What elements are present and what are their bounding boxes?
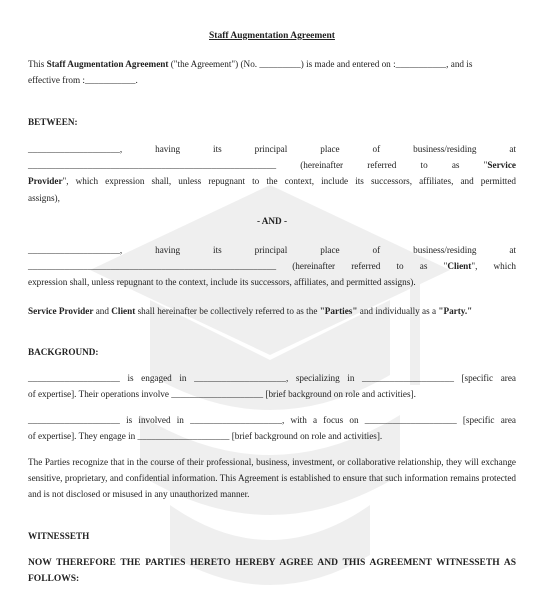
party1-role: Service	[487, 160, 516, 171]
background2-line2: of expertise]. They engage in ____________________ [brief background on role and activities].	[28, 431, 383, 442]
party1-line1: ____________________, having its principal place of business/residing at	[28, 144, 516, 154]
collective-paragraph: Service Provider and Client shall hereinafter be collectively referred to as the "Parties" and individually as a "Party."	[28, 306, 473, 316]
party1-paragraph	[28, 141, 516, 206]
between-heading: BETWEEN:	[28, 117, 78, 127]
background1-line2: of expertise]. Their operations involve ____________________ [brief background on role and activities].	[28, 389, 416, 400]
party2-blank: ______________________________________________________	[28, 261, 277, 272]
party1-line3: Provider", which expression shall, unless repugnant to the context, include its successors, affiliates, and permitted	[28, 176, 516, 187]
intro-line2: effective from :___________.	[28, 75, 138, 86]
document-title: Staff Augmentation Agreement	[209, 31, 335, 41]
party2-role: Client	[447, 261, 472, 272]
background2-line1: ____________________ is involved in ____________________, with a focus on ____________________ [specific area	[28, 415, 516, 425]
agreement-name: Staff Augmentation Agreement	[46, 59, 169, 69]
background-paragraph-1	[28, 370, 516, 402]
intro-paragraph	[28, 56, 516, 88]
background1-line1: ____________________ is engaged in ____________________, specializing in ____________________ [specific area	[28, 373, 516, 383]
witnesseth-heading: WITNESSETH	[28, 531, 90, 541]
background-heading: BACKGROUND:	[28, 347, 99, 357]
recognize-paragraph: The Parties recognize that in the course of their professional, business, investment, or collaborative relationship, they will exchange sensitive, proprietary, and confidential information. This Agreement is established to ensure that such information remains protected and is not disclosed or misused in any unauthorized manner.	[28, 457, 516, 500]
now-therefore-heading: NOW THEREFORE THE PARTIES HERETO HEREBY AGREE AND THIS AGREEMENT WITNESSETH AS FOLLOWS:	[28, 558, 516, 585]
background-paragraph-2	[28, 412, 516, 444]
intro-line1-rest: ("the Agreement") (No. _________) is made and entered on :___________, and is	[170, 59, 473, 69]
party2-line3: expression shall, unless repugnant to the context, include its successors, affiliates, and permitted assigns).	[28, 277, 416, 288]
and-separator: - AND -	[256, 216, 288, 226]
party2-paragraph	[28, 242, 516, 291]
party2-line2: ______________________________________________________ (hereinafter referred to as "Client", which	[28, 261, 516, 272]
party2-line1: ____________________, having its principal place of business/residing at	[28, 245, 516, 255]
intro-prefix: This	[28, 59, 45, 69]
party1-line4: assigns),	[28, 192, 60, 203]
party1-line2: ______________________________________________________ (hereinafter referred to as "Service	[28, 160, 516, 171]
party1-blank: ______________________________________________________	[28, 160, 277, 171]
